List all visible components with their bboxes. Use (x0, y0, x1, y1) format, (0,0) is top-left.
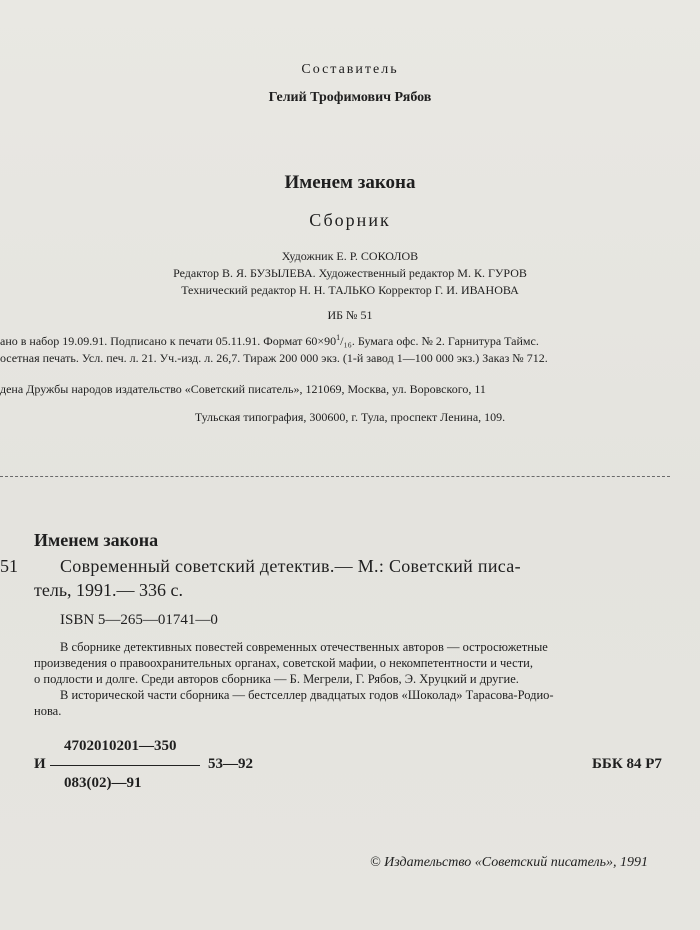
compiler-name: Гелий Трофимович Рябов (268, 90, 432, 105)
credits-artist: Художник Е. Р. СОКОЛОВ (281, 249, 419, 263)
cut-line (0, 476, 670, 477)
catalog-description-1: Современный советский детектив.— М.: Советский писа- (60, 556, 521, 576)
catalog-description-2: тель, 1991.— 336 с. (34, 580, 184, 600)
abstract-line-4: В исторической части сборника — бестселлер двадцатых годов «Шоколад» Тарасова-Родио- (60, 688, 554, 702)
printer-line: Тульская типография, 300600, г. Тула, проспект Ленина, 109. (194, 410, 506, 424)
formula-fraction-bar (50, 765, 200, 766)
catalog-index: 51 (0, 556, 18, 576)
book-title: Именем закона (284, 172, 416, 193)
credits-tech: Технический редактор Н. Н. ТАЛЬКО Корректор Г. И. ИВАНОВА (181, 283, 519, 297)
credits-editors: Редактор В. Я. БУЗЫЛЕВА. Художественный редактор М. К. ГУРОВ (173, 266, 527, 280)
compiler-label: Составитель (301, 62, 399, 77)
abstract-line-3: о подлости и долге. Среди авторов сборника — Б. Мегрели, Г. Рябов, Э. Хруцкий и другие. (34, 672, 519, 686)
ib-number: ИБ № 51 (327, 308, 373, 322)
imprint-line-3: дена Дружбы народов издательство «Советский писатель», 121069, Москва, ул. Воровского, 11 (0, 382, 486, 396)
abstract-line-1: В сборнике детективных повестей современных отечественных авторов — остросюжетные (60, 640, 548, 654)
formula-numerator: 4702010201—350 (64, 738, 177, 754)
abstract-line-2: произведения о правоохранительных органах, советской мафии, о некомпетентности и чести, (34, 656, 533, 670)
imprint-line-1: ано в набор 19.09.91. Подписано к печати 05.11.91. Формат $60\times 90^1/_{16}$. Бумага офс. № 2. Гарнитура Таймс. (0, 333, 539, 348)
formula-letter: И (34, 756, 46, 772)
isbn: ISBN 5—265—01741—0 (60, 612, 218, 628)
copyright: © Издательство «Советский писатель», 1991 (370, 855, 648, 870)
abstract-line-5: нова. (34, 704, 62, 718)
formula-suffix: 53—92 (208, 756, 253, 772)
book-subtitle: Сборник (309, 210, 391, 230)
formula-denominator: 083(02)—91 (64, 775, 142, 791)
imprint-line-2: осетная печать. Усл. печ. л. 21. Уч.-изд. л. 26,7. Тираж 200 000 экз. (1-й завод 1—100 000 экз.) Заказ № 712. (0, 351, 548, 365)
catalog-heading: Именем закона (34, 530, 159, 550)
bbk-code: ББК 84 Р7 (592, 756, 662, 772)
